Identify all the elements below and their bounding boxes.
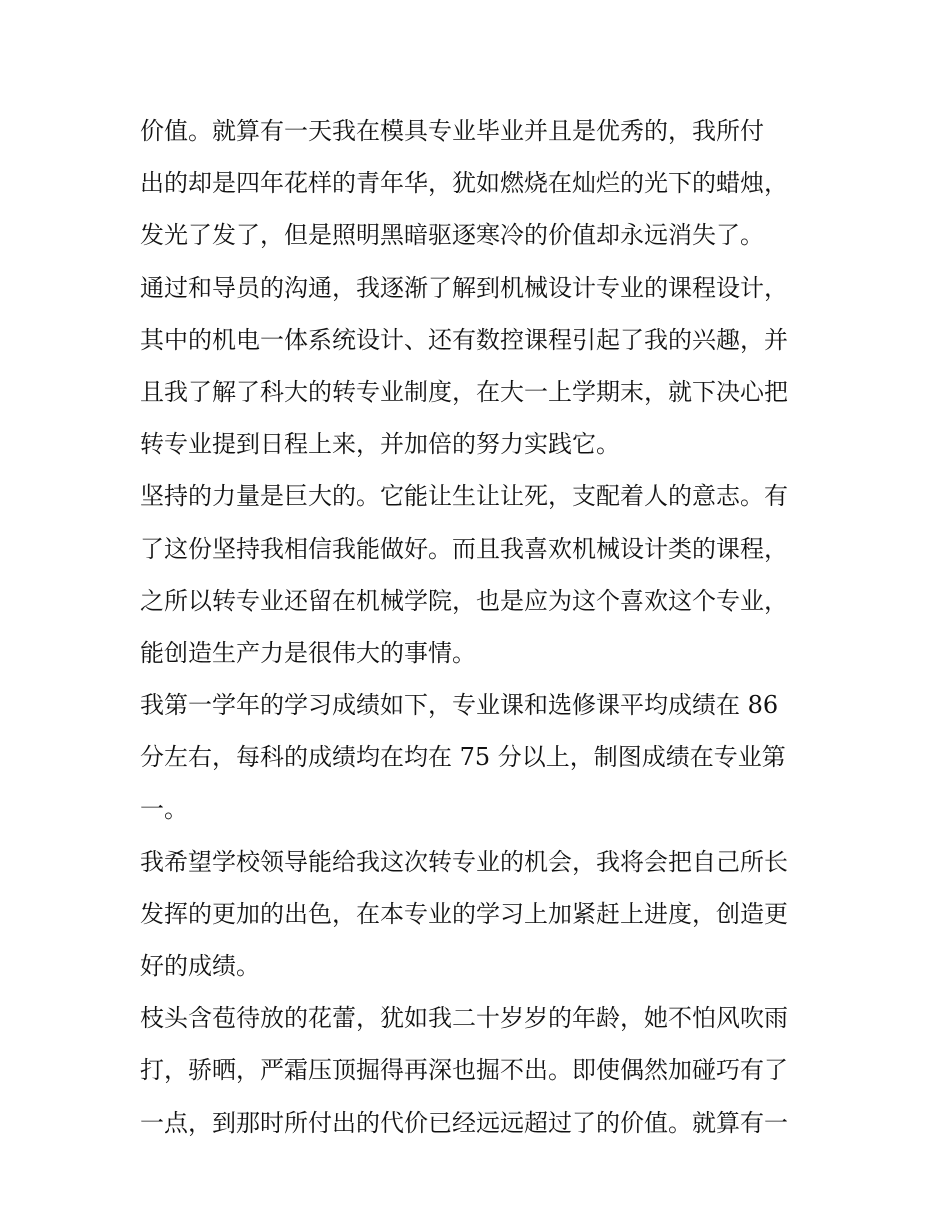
- text-line-13: 分左右，每科的成绩均在均在 75 分以上，制图成绩在专业第: [140, 743, 786, 772]
- text-line-14: 一。: [140, 795, 188, 824]
- text-line-19: 打，骄晒，严霜压顶掘得再深也掘不出。即使偶然加碰巧有了: [140, 1056, 788, 1085]
- text-line-15: 我希望学校领导能给我这次转专业的机会，我将会把自己所长: [140, 847, 788, 876]
- text-line-4: 通过和导员的沟通，我逐渐了解到机械设计专业的课程设计，: [140, 273, 788, 302]
- text-line-18: 枝头含苞待放的花蕾，犹如我二十岁岁的年龄，她不怕风吹雨: [140, 1004, 788, 1033]
- document-body: [140, 105, 820, 1149]
- text-line-3: 发光了发了，但是照明黑暗驱逐寒冷的价值却永远消失了。: [140, 221, 764, 250]
- text-line-2: 出的却是四年花样的青年华，犹如燃烧在灿烂的光下的蜡烛，: [140, 169, 788, 198]
- text-line-12: 我第一学年的学习成绩如下，专业课和选修课平均成绩在 86: [140, 691, 779, 720]
- text-line-9: 了这份坚持我相信我能做好。而且我喜欢机械设计类的课程，: [140, 534, 788, 563]
- text-line-8: 坚持的力量是巨大的。它能让生让让死，支配着人的意志。有: [140, 482, 788, 511]
- text-line-16: 发挥的更加的出色，在本专业的学习上加紧赶上进度，创造更: [140, 899, 788, 928]
- text-line-1: 价值。就算有一天我在模具专业毕业并且是优秀的，我所付: [140, 117, 764, 145]
- text-line-20: 一点，到那时所付出的代价已经远远超过了的价值。就算有一: [140, 1108, 788, 1137]
- text-line-11: 能创造生产力是很伟大的事情。: [140, 638, 476, 667]
- text-line-10: 之所以转专业还留在机械学院，也是应为这个喜欢这个专业，: [140, 586, 788, 615]
- text-line-6: 且我了解了科大的转专业制度，在大一上学期末，就下决心把: [140, 377, 788, 406]
- text-line-17: 好的成绩。: [140, 952, 260, 980]
- text-line-5: 其中的机电一体系统设计、还有数控课程引起了我的兴趣，并: [140, 325, 788, 354]
- text-line-7: 转专业提到日程上来，并加倍的努力实践它。: [140, 430, 620, 459]
